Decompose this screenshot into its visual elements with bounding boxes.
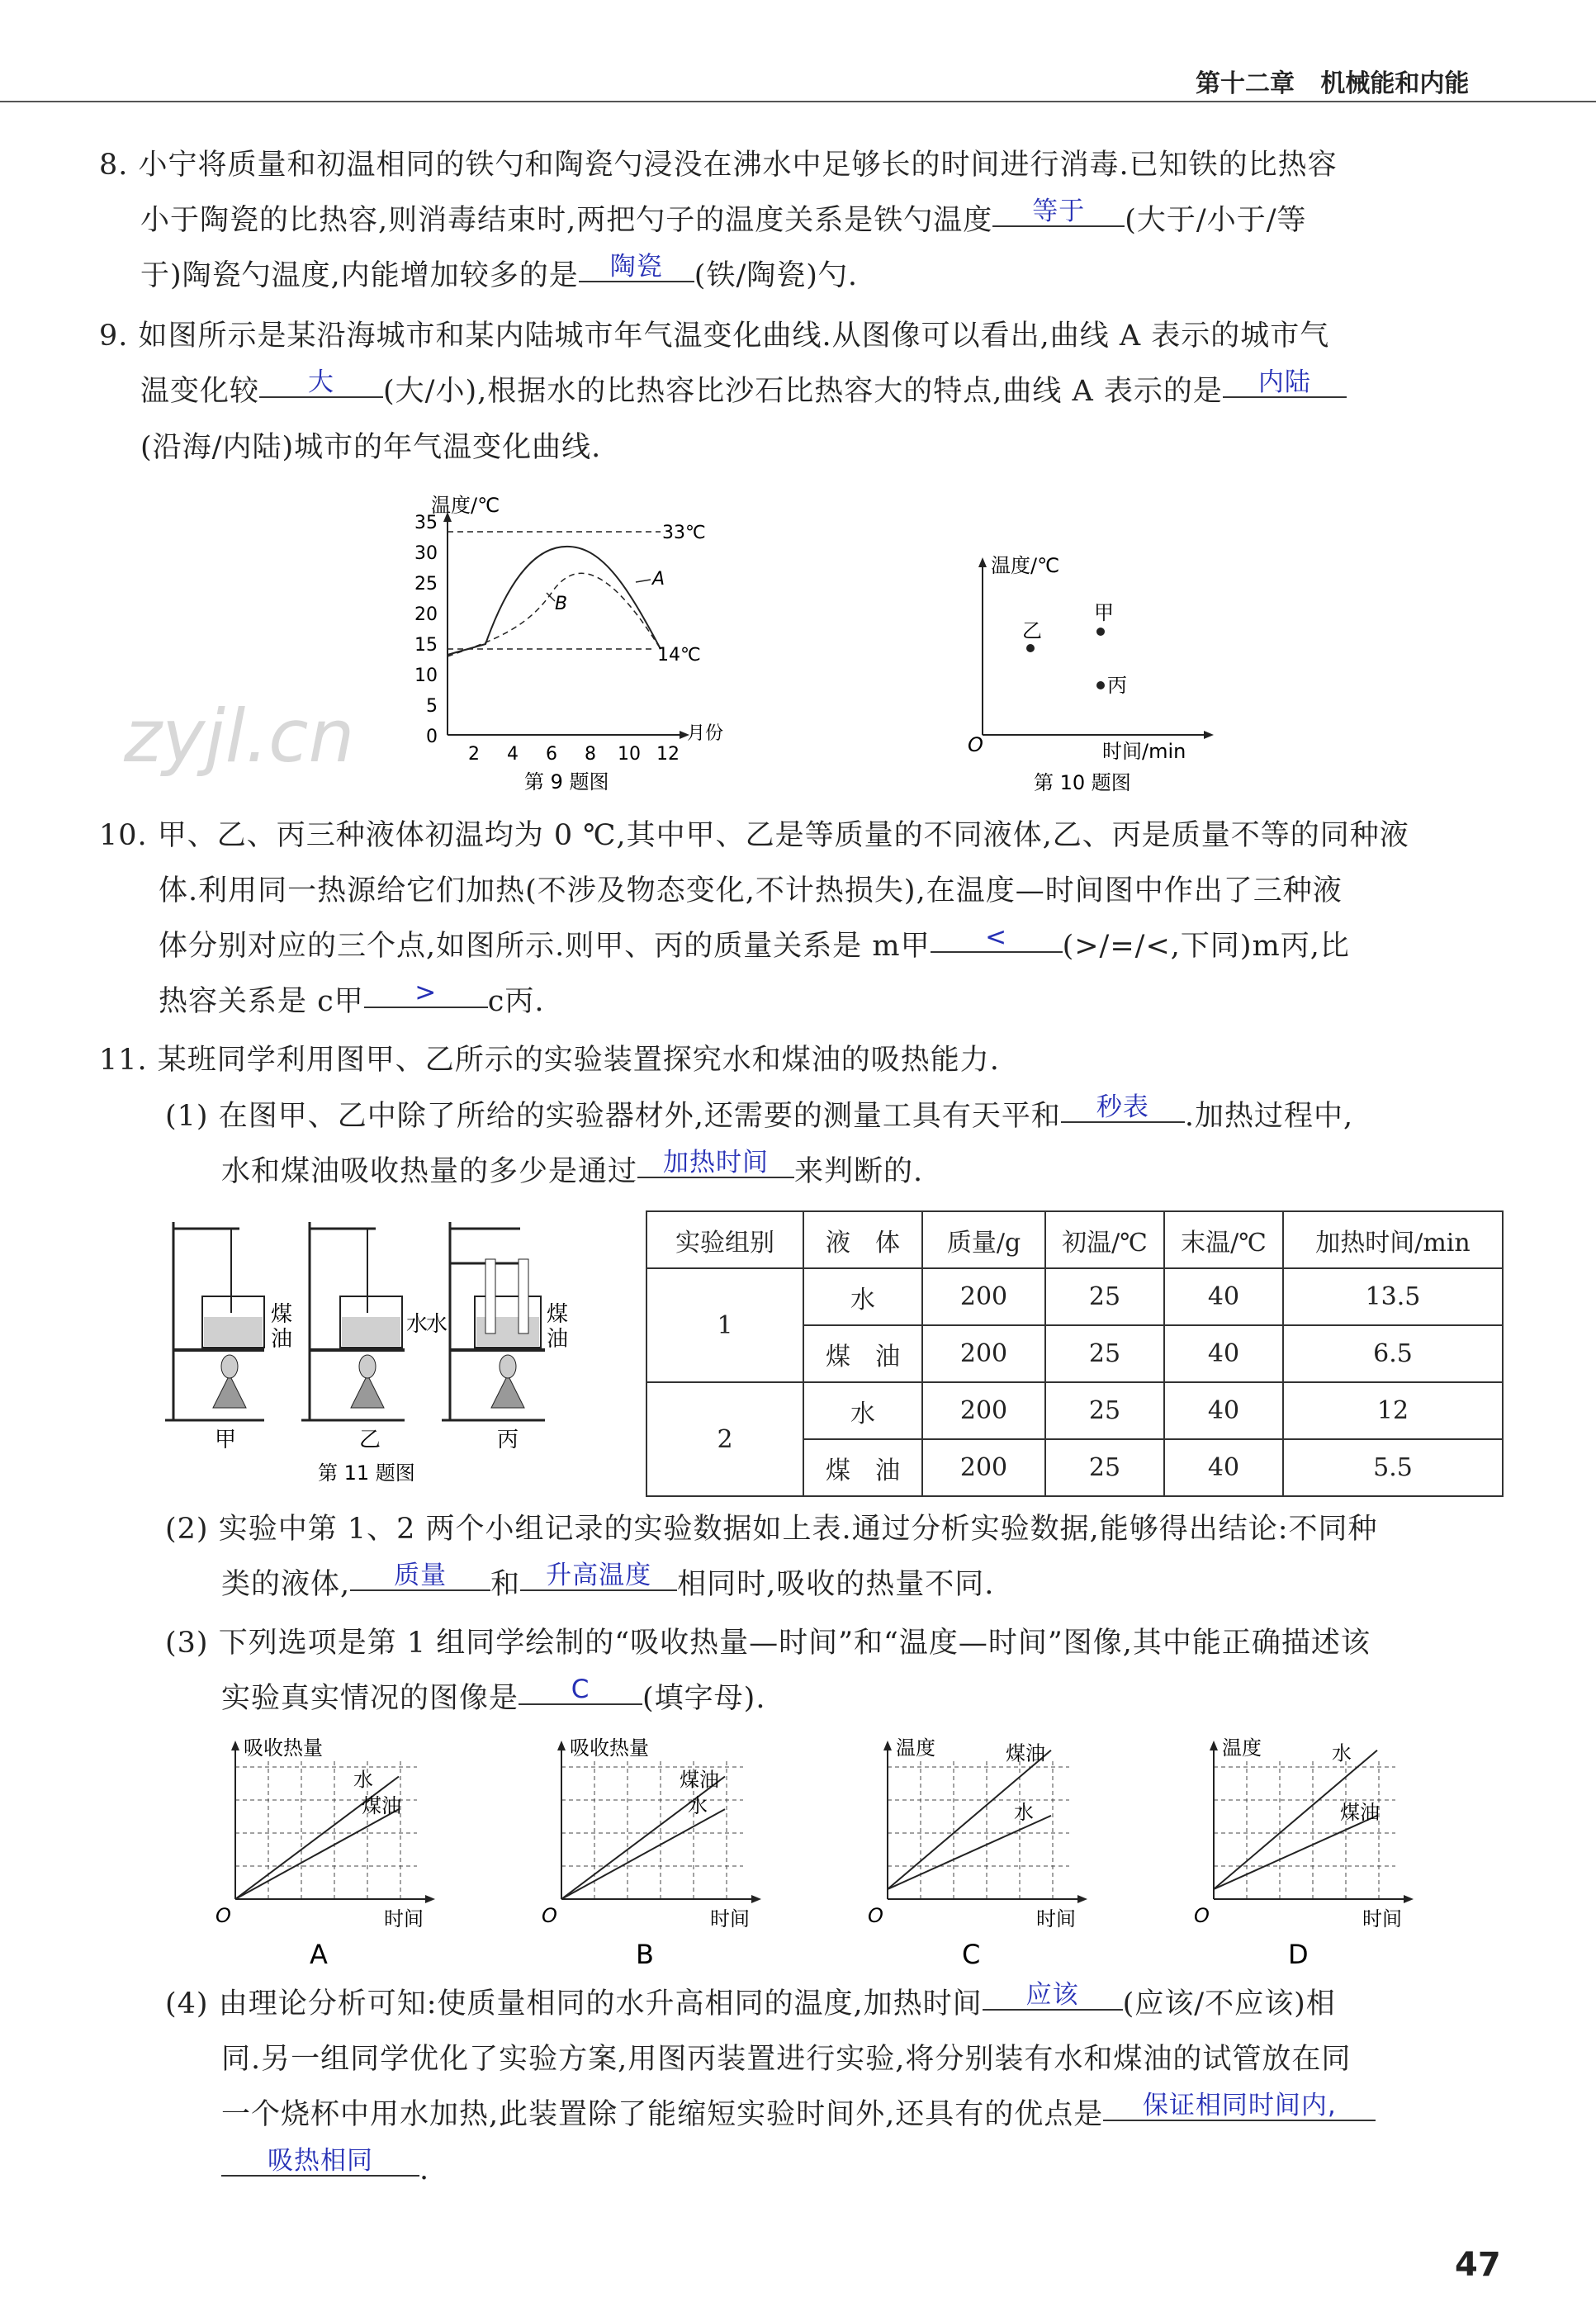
graph-ylabel: 温度 [1222,1736,1262,1760]
fig9-min-label: 14℃ [657,645,701,666]
watermark: zyjl.cn [124,694,355,779]
fig10-point-jia [1096,628,1105,636]
figure-10-temperature-time-graph [958,545,1238,801]
q10-answer-1: < [931,923,1063,953]
q9-line-2: 温变化较 大 (大/小),根据水的比热容比沙石比热容大的特点,曲线 A 表示的是 内陆 [140,373,1347,410]
graph-xlabel: 时间 [710,1907,750,1930]
q11-answer-heating-time: 加热时间 [637,1149,794,1178]
fig10-point-bing [1096,681,1105,689]
fig10-point-label: 丙 [1107,674,1127,697]
q10-line-1: 10. 甲、乙、丙三种液体初温均为 0 ℃,其中甲、乙是等质量的不同液体,乙、丙是质量不等的同种液 [99,819,1409,852]
table-cell: 40 [1164,1268,1283,1325]
experiment-data-table [646,1210,1504,1497]
table-row [646,1382,1503,1439]
table-cell: 5.5 [1283,1439,1503,1496]
q11-part1-line-1: (1) 在图甲、乙中除了所给的实验器材外,还需要的测量工具有天平和 秒表 .加热过程中, [165,1092,1354,1133]
q11-part3-line-1: (3) 下列选项是第 1 组同学绘制的“吸收热量—时间”和“温度—时间”图像,其中能正确描述该 [165,1627,1371,1660]
graph-ylabel: 吸收热量 [570,1736,649,1760]
liquid-label: 油 [271,1327,293,1352]
q11-answer-should: 应该 [983,1981,1123,2011]
table-cell: 13.5 [1283,1268,1503,1325]
q9-answer-1: 大 [259,368,383,398]
option-graph-c [863,1730,1135,1969]
table-group: 2 [646,1382,803,1496]
table-cell: 煤 油 [803,1439,922,1496]
fig9-ytick: 20 [414,604,438,625]
table-cell: 25 [1045,1325,1164,1382]
graph-xlabel: 时间 [384,1907,424,1930]
graph-origin: O [542,1904,557,1927]
fig10-point-label: 甲 [1094,601,1114,624]
table-cell: 25 [1045,1268,1164,1325]
graph-letter: A [310,1939,328,1969]
liquid-label: 水 [406,1312,429,1337]
fig9-ytick: 10 [414,666,438,686]
fig9-label-b: B [555,594,568,614]
graph-line-1-label: 水 [1332,1741,1352,1765]
table-header: 实验组别 [646,1211,803,1268]
fig10-point-label: 乙 [1022,619,1042,642]
graph-ylabel: 温度 [896,1736,935,1760]
q8-answer-1: 等于 [992,197,1125,227]
graph-origin: O [868,1904,883,1927]
q8-answer-2: 陶瓷 [579,253,694,282]
graph-line-2-label: 煤油 [362,1794,401,1818]
table-cell: 40 [1164,1325,1283,1382]
figure-9-temperature-graph [388,487,768,801]
fig10-caption: 第 10 题图 [1034,771,1131,794]
table-cell: 水 [803,1268,922,1325]
option-graph-d [1189,1730,1461,1969]
fig9-xlabel: 月份 [687,723,724,744]
table-cell: 25 [1045,1439,1164,1496]
fig9-curve-b [448,573,661,656]
liquid-label: 水 [426,1312,448,1337]
table-cell: 25 [1045,1382,1164,1439]
q9-answer-2: 内陆 [1223,368,1347,398]
fig9-xtick: 2 [468,744,480,765]
fig9-ytick: 35 [414,513,438,533]
table-row [646,1268,1503,1325]
table-cell: 水 [803,1382,922,1439]
table-header: 加热时间/min [1283,1211,1503,1268]
q11-part3-line-2: 实验真实情况的图像是 C (填字母). [221,1675,766,1715]
page-number: 47 [1455,2246,1501,2284]
fig9-xticks [468,744,680,765]
q9-line-3: (沿海/内陆)城市的年气温变化曲线. [140,431,602,464]
q8-line-1: 8. 小宁将质量和初温相同的铁勺和陶瓷勺浸没在沸水中足够长的时间进行消毒.已知铁的比热容 [99,149,1338,182]
q11-part2-line-1: (2) 实验中第 1、2 两个小组记录的实验数据如上表.通过分析实验数据,能够得出结论:不同种 [165,1513,1378,1546]
graph-line-2 [888,1816,1051,1889]
graph-letter: B [636,1939,654,1969]
q11-part4-line-1: (4) 由理论分析可知:使质量相同的水升高相同的温度,加热时间 应该 (应该/不应该)相 [165,1980,1336,2020]
table-cell: 40 [1164,1439,1283,1496]
q11-answer-stopwatch: 秒表 [1061,1093,1185,1123]
q9-line-1: 9. 如图所示是某沿海城市和某内陆城市年气温变化曲线.从图像可以看出,曲线 A 表示的城市气 [99,320,1330,353]
q11-answer-temp-rise: 升高温度 [520,1561,677,1591]
chapter-title: 机械能和内能 [1320,69,1470,98]
fig10-point-yi [1026,644,1035,652]
fig10-origin: O [968,733,983,756]
fig11-caption: 第 11 题图 [318,1461,415,1485]
q10-answer-2: > [364,978,488,1008]
apparatus-label: 丙 [497,1428,519,1452]
apparatus-label: 乙 [359,1428,381,1452]
graph-line-2-label: 水 [688,1794,708,1818]
graph-line-2 [1214,1816,1377,1889]
table-header: 末温/℃ [1164,1211,1283,1268]
apparatus-label: 甲 [215,1428,237,1452]
table-cell: 40 [1164,1382,1283,1439]
q11-answer-advantage-2: 吸热相同 [221,2147,419,2177]
fig9-caption: 第 9 题图 [524,770,609,793]
figure-11-apparatus [157,1214,586,1495]
graph-line-2-label: 煤油 [1340,1800,1380,1824]
table-header-row [646,1211,1503,1268]
chapter-number: 第十二章 [1196,69,1295,98]
q11-part4-line-2: 同.另一组同学优化了实验方案,用图丙装置进行实验,将分别装有水和煤油的试管放在同 [221,2043,1352,2076]
fig10-xlabel: 时间/min [1102,740,1186,763]
table-group: 1 [646,1268,803,1382]
graph-ylabel: 吸收热量 [244,1736,323,1760]
table-cell: 煤 油 [803,1325,922,1382]
fig9-ytick: 25 [414,574,438,595]
q11-part1-line-2: 水和煤油吸收热量的多少是通过 加热时间 来判断的. [221,1148,924,1188]
fig9-max-label: 33℃ [662,523,706,543]
fig9-ytick: 0 [426,727,438,747]
fig9-xtick: 4 [507,744,519,765]
liquid-label: 油 [547,1327,569,1352]
option-graph-b [537,1730,809,1969]
table-header: 初温/℃ [1045,1211,1164,1268]
q11-answer-advantage-1: 保证相同时间内, [1103,2091,1376,2121]
graph-line-1-label: 水 [353,1768,373,1792]
q11-part4-line-3: 一个烧杯中用水加热,此装置除了能缩短实验时间外,还具有的优点是 保证相同时间内, [221,2096,1376,2133]
table-cell: 200 [922,1268,1045,1325]
graph-letter: D [1288,1939,1309,1969]
fig9-ylabel: 温度/℃ [431,494,500,517]
graph-line-2 [561,1809,725,1899]
table-cell: 200 [922,1439,1045,1496]
table-cell: 200 [922,1382,1045,1439]
graph-letter: C [962,1939,981,1969]
fig9-xtick: 12 [656,744,680,765]
table-cell: 6.5 [1283,1325,1503,1382]
table-header: 液 体 [803,1211,922,1268]
option-graphs [211,1730,1532,1969]
fig9-xtick: 10 [618,744,641,765]
graph-line-1-label: 煤油 [1006,1741,1045,1765]
q8-line-2: 小于陶瓷的比热容,则消毒结束时,两把勺子的温度关系是铁勺温度 等于 (大于/小于/等 [140,197,1307,237]
graph-line-2-label: 水 [1014,1800,1034,1824]
fig9-yticks [414,513,438,747]
liquid-label: 煤 [271,1302,293,1327]
table-header: 质量/g [922,1211,1045,1268]
apparatus-jia [165,1222,292,1452]
graph-xlabel: 时间 [1036,1907,1076,1930]
apparatus-yi [301,1222,428,1452]
fig10-ylabel: 温度/℃ [991,554,1060,577]
fig9-xtick: 8 [585,744,596,765]
q10-line-2: 体.利用同一热源给它们加热(不涉及物态变化,不计热损失),在温度—时间图中作出了三种液 [159,874,1343,907]
q8-line-3: 于)陶瓷勺温度,内能增加较多的是 陶瓷 (铁/陶瓷)勺. [140,252,859,292]
q11-part2-line-2: 类的液体, 质量 和 升高温度 相同时,吸收的热量不同. [221,1561,995,1601]
fig9-label-a: A [652,569,665,590]
q11-part4-line-4: 吸热相同 . [221,2152,429,2188]
graph-xlabel: 时间 [1362,1907,1402,1930]
table-cell: 200 [922,1325,1045,1382]
graph-line-1-label: 煤油 [680,1768,719,1792]
running-header [1196,63,1469,99]
liquid-label: 煤 [547,1302,569,1327]
apparatus-bing [426,1222,568,1452]
fig9-xtick: 6 [546,744,557,765]
fig9-ytick: 30 [414,543,438,564]
fig9-ytick: 15 [414,635,438,656]
graph-line-2 [235,1809,399,1899]
q11-answer-graph: C [519,1675,642,1705]
option-graph-a [211,1730,483,1969]
fig9-ytick: 5 [426,696,438,717]
q10-line-3: 体分别对应的三个点,如图所示.则甲、丙的质量关系是 m甲 < (>/=/<,下同)m丙,比 [159,922,1350,963]
q11-answer-mass: 质量 [350,1561,490,1591]
table-cell: 12 [1283,1382,1503,1439]
graph-origin: O [1194,1904,1210,1927]
graph-origin: O [215,1904,231,1927]
header-rule [0,101,1596,102]
q10-line-4: 热容关系是 c甲 > c丙. [159,978,545,1018]
q11-line-1: 11. 某班同学利用图甲、乙所示的实验装置探究水和煤油的吸热能力. [99,1044,1000,1077]
